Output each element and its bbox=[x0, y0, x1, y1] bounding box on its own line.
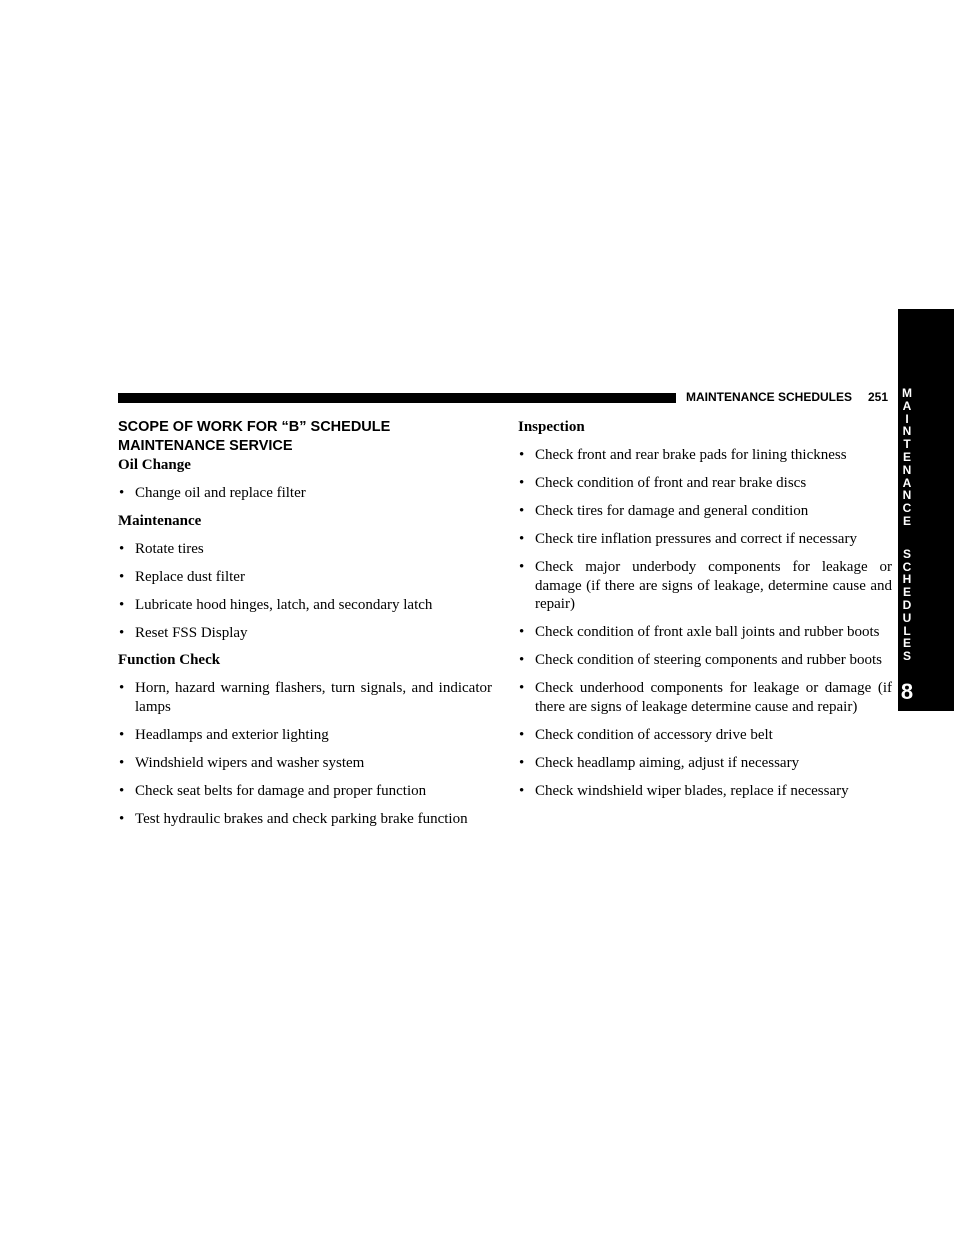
list-item: • Reset FSS Display bbox=[119, 624, 248, 641]
side-letter: I bbox=[905, 411, 909, 426]
bullet-icon: • bbox=[519, 782, 525, 799]
inspection-list bbox=[518, 446, 892, 800]
side-letter: S bbox=[902, 546, 911, 561]
list-item: • Check condition of steering components and rubber boots bbox=[519, 652, 883, 668]
side-letter: A bbox=[902, 475, 912, 490]
side-letter: E bbox=[902, 513, 911, 528]
list-item: • Headlamps and exterior lighting bbox=[119, 726, 329, 743]
side-letter: C bbox=[902, 559, 912, 574]
bullet-icon: • bbox=[119, 540, 125, 557]
bullet-icon: • bbox=[119, 680, 125, 696]
page-number: 251 bbox=[868, 390, 889, 404]
list-item: • Horn, hazard warning flashers, turn signals, and indicator lamps bbox=[119, 680, 492, 715]
side-letter: N bbox=[902, 462, 912, 477]
side-letter: C bbox=[902, 501, 912, 516]
bullet-icon: • bbox=[519, 475, 525, 491]
oil-change-list bbox=[118, 484, 492, 503]
bullet-icon: • bbox=[119, 596, 125, 613]
list-item: • Test hydraulic brakes and check parking brake function bbox=[119, 810, 468, 827]
side-letter: N bbox=[902, 424, 912, 439]
left-column bbox=[118, 418, 492, 837]
bullet-icon: • bbox=[519, 726, 525, 743]
bullet-icon: • bbox=[519, 754, 525, 771]
bullet-icon: • bbox=[519, 559, 525, 575]
list-item: • Check headlamp aiming, adjust if necessary bbox=[519, 754, 800, 771]
maintenance-heading: Maintenance bbox=[118, 512, 202, 529]
bullet-icon: • bbox=[519, 652, 525, 668]
side-letter: E bbox=[902, 585, 911, 600]
side-letter: E bbox=[902, 636, 911, 651]
maintenance-list bbox=[118, 540, 492, 643]
list-item: • Rotate tires bbox=[119, 540, 204, 557]
list-item: • Windshield wipers and washer system bbox=[119, 754, 365, 771]
bullet-icon: • bbox=[519, 503, 525, 519]
bullet-icon: • bbox=[119, 624, 125, 641]
section-title-line1: SCOPE OF WORK FOR “B” SCHEDULE bbox=[118, 419, 391, 435]
list-item: • Check front and rear brake pads for lining thickness bbox=[519, 447, 847, 463]
list-item: • Check major underbody components for leakage or damage (if there are signs of leakage, determine cause and repair) bbox=[519, 559, 892, 612]
side-letter: M bbox=[902, 386, 912, 400]
section-title-line2: MAINTENANCE SERVICE bbox=[118, 438, 293, 454]
side-letter: N bbox=[902, 488, 912, 503]
side-letter: U bbox=[902, 610, 912, 625]
bullet-icon: • bbox=[119, 810, 125, 827]
list-item: • Lubricate hood hinges, latch, and secondary latch bbox=[119, 596, 433, 613]
list-item: • Check windshield wiper blades, replace if necessary bbox=[519, 782, 849, 799]
bullet-icon: • bbox=[119, 754, 125, 771]
bullet-icon: • bbox=[119, 568, 125, 585]
list-item: • Check underhood components for leakage or damage (if there are signs of leakage determine cause and repair) bbox=[519, 680, 892, 715]
side-letter: D bbox=[902, 597, 912, 612]
side-letter: S bbox=[902, 649, 911, 664]
side-letter: L bbox=[903, 623, 911, 638]
side-letter: T bbox=[903, 437, 911, 452]
header-rule bbox=[118, 393, 676, 403]
list-item: • Check condition of accessory drive belt bbox=[519, 726, 773, 743]
list-item: • Check seat belts for damage and proper function bbox=[119, 782, 427, 799]
inspection-heading: Inspection bbox=[518, 419, 585, 435]
bullet-icon: • bbox=[519, 624, 525, 640]
bullet-icon: • bbox=[119, 485, 125, 501]
bullet-icon: • bbox=[519, 680, 525, 696]
chapter-number: 8 bbox=[900, 679, 914, 704]
list-item: • Check condition of front and rear brake discs bbox=[519, 475, 807, 491]
section-title bbox=[118, 418, 492, 456]
list-item: • Check tire inflation pressures and correct if necessary bbox=[519, 531, 857, 547]
list-item: • Replace dust filter bbox=[119, 568, 245, 585]
chapter-side-tab bbox=[898, 309, 954, 711]
function-check-heading: Function Check bbox=[118, 652, 221, 668]
side-letter: A bbox=[902, 398, 912, 413]
bullet-icon: • bbox=[519, 447, 525, 463]
right-column bbox=[518, 418, 892, 809]
side-letter: E bbox=[902, 449, 911, 464]
running-header-title: MAINTENANCE SCHEDULES bbox=[686, 390, 853, 404]
bullet-icon: • bbox=[119, 782, 125, 799]
bullet-icon: • bbox=[119, 726, 125, 743]
list-item: • Check tires for damage and general condition bbox=[519, 503, 809, 519]
function-check-list bbox=[118, 679, 492, 828]
list-item: • Check condition of front axle ball joints and rubber boots bbox=[519, 624, 880, 640]
side-letter: H bbox=[902, 572, 912, 587]
list-item: • Change oil and replace filter bbox=[119, 485, 306, 501]
oil-change-heading: Oil Change bbox=[118, 457, 191, 473]
bullet-icon: • bbox=[519, 531, 525, 547]
side-tab-letters bbox=[898, 387, 916, 663]
